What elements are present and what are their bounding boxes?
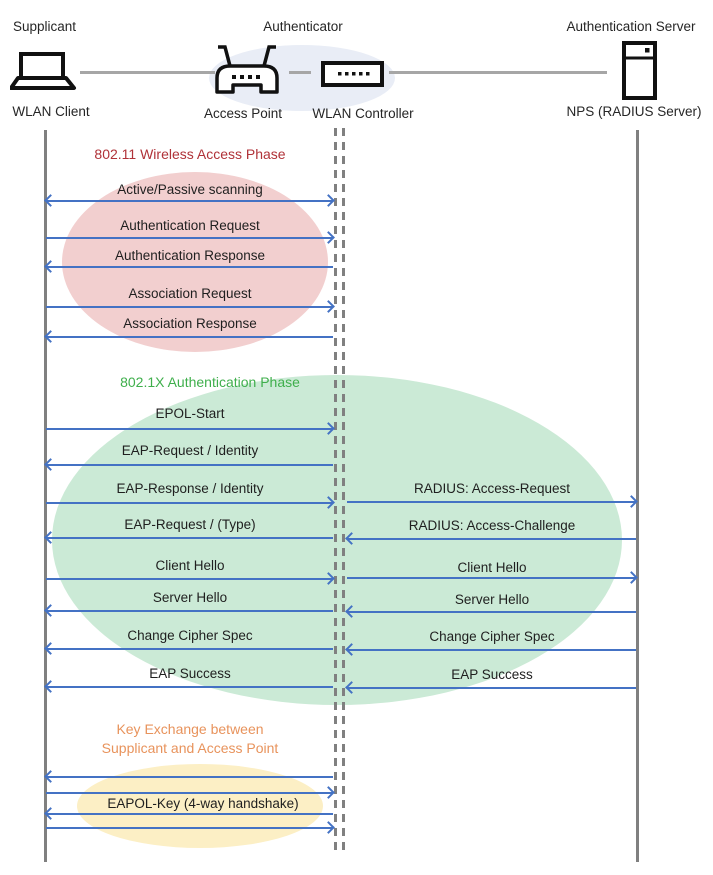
message-label: Authentication Response xyxy=(114,248,266,263)
message-arrow-left xyxy=(46,813,333,815)
message-arrow-right xyxy=(46,428,333,430)
message-label: Client Hello xyxy=(457,560,527,575)
key-exchange-title-line2: Supplicant and Access Point xyxy=(101,740,279,756)
connector-client-ap xyxy=(80,71,215,74)
key-exchange-title-line1: Key Exchange between xyxy=(116,721,264,737)
message-label: EAP Success xyxy=(149,666,231,681)
message-label: EAP-Response / Identity xyxy=(116,481,264,496)
message-label: Association Response xyxy=(123,316,257,331)
node-nps-radius-server: NPS (RADIUS Server) xyxy=(566,104,702,119)
message-arrow-right xyxy=(46,306,333,308)
message-arrow-right xyxy=(46,827,333,829)
network-switch-icon xyxy=(320,60,386,89)
connector-ap-controller xyxy=(289,71,311,74)
message-arrow-left xyxy=(347,611,636,613)
message-label: Active/Passive scanning xyxy=(117,182,263,197)
connector-controller-server xyxy=(389,71,607,74)
message-label: EAP-Request / (Type) xyxy=(124,517,256,532)
dot1x-phase-title: 802.1X Authentication Phase xyxy=(120,374,300,390)
message-arrow-right xyxy=(46,792,333,794)
message-label: Server Hello xyxy=(152,590,228,605)
message-arrow-left xyxy=(46,464,333,466)
message-arrow-left xyxy=(46,266,333,268)
role-supplicant: Supplicant xyxy=(13,19,77,34)
message-arrow-left xyxy=(46,610,333,612)
role-authenticator: Authenticator xyxy=(263,19,343,34)
message-label: Client Hello xyxy=(155,558,225,573)
message-label: Authentication Request xyxy=(120,218,260,233)
wireless-router-icon xyxy=(213,42,285,104)
message-arrow-right xyxy=(347,577,636,579)
message-arrow-left xyxy=(46,537,333,539)
message-arrow-left xyxy=(46,336,333,338)
message-arrow-left xyxy=(46,776,333,778)
lifeline-nps-server xyxy=(636,130,639,862)
message-arrow-left xyxy=(46,648,333,650)
node-wlan-controller: WLAN Controller xyxy=(312,106,414,121)
message-arrow-both xyxy=(46,200,333,202)
message-arrow-right xyxy=(347,501,636,503)
message-arrow-right xyxy=(46,578,333,580)
laptop-icon xyxy=(10,50,80,92)
message-arrow-left xyxy=(347,649,636,651)
message-arrow-right xyxy=(46,502,333,504)
message-label: RADIUS: Access-Challenge xyxy=(408,518,576,533)
node-access-point: Access Point xyxy=(203,106,283,121)
message-label: EAP-Request / Identity xyxy=(121,443,259,458)
message-label: EAPOL-Key (4-way handshake) xyxy=(107,796,299,811)
node-wlan-client: WLAN Client xyxy=(12,104,90,119)
lifeline-wlan-controller-right xyxy=(342,128,345,852)
message-label: RADIUS: Access-Request xyxy=(413,481,571,496)
wireless-phase-title: 802.11 Wireless Access Phase xyxy=(94,146,286,162)
message-label: Change Cipher Spec xyxy=(429,629,555,644)
message-arrow-right xyxy=(46,237,333,239)
message-arrow-left xyxy=(347,538,636,540)
message-label: Change Cipher Spec xyxy=(127,628,253,643)
message-arrow-left xyxy=(46,686,333,688)
message-label: Association Request xyxy=(128,286,252,301)
role-authentication-server: Authentication Server xyxy=(566,19,696,34)
message-label: EAP Success xyxy=(451,667,533,682)
message-label: Server Hello xyxy=(454,592,530,607)
message-label: EPOL-Start xyxy=(155,406,225,421)
dot1x-phase-ellipse xyxy=(52,375,622,705)
message-arrow-left xyxy=(347,687,636,689)
server-icon xyxy=(619,40,659,101)
